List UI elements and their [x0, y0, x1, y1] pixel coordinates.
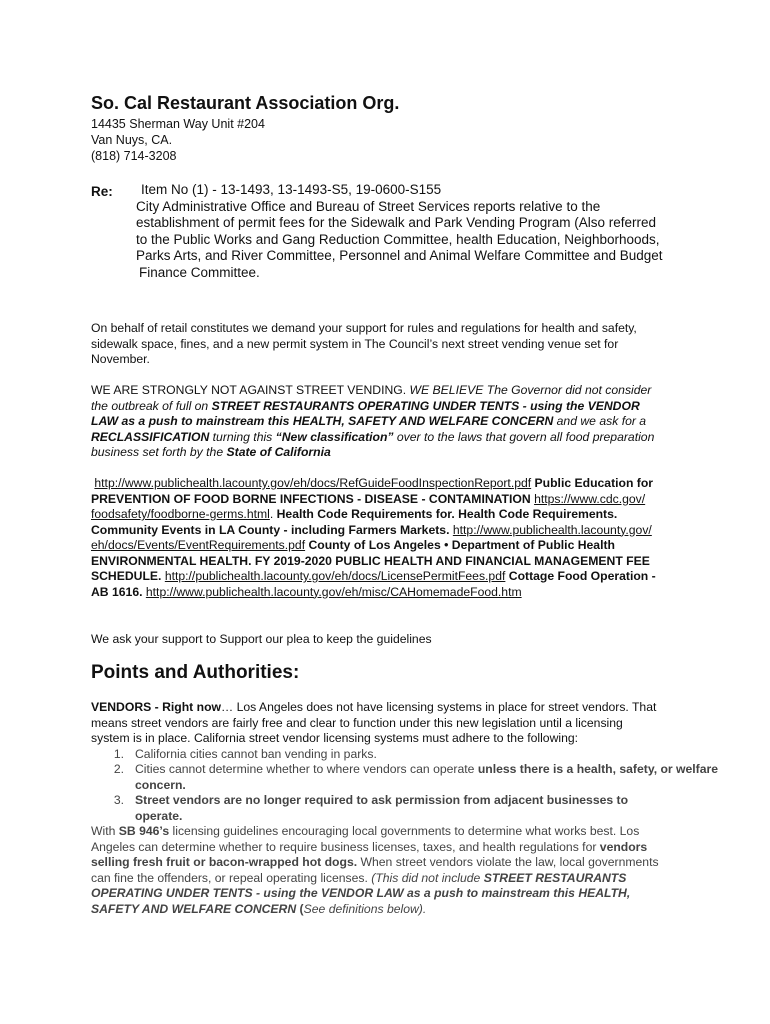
sb-text: can fine the offenders, or repeal operating licenses.: [91, 870, 372, 885]
re-line: City Administrative Office and Bureau of Street Services reports relative to the: [136, 198, 601, 214]
re-line: Finance Committee.: [139, 264, 260, 280]
statement-text: turning this: [209, 429, 276, 444]
plea-text: We ask your support to Support our plea to keep the guidelines: [91, 632, 432, 646]
reference-text: PREVENTION OF FOOD BORNE INFECTIONS - DISEASE - CONTAMINATION: [91, 491, 531, 506]
re-line: establishment of permit fees for the Sidewalk and Park Vending Program (Also referred: [136, 215, 657, 230]
list-item-continued: [91, 778, 687, 794]
sb-text: Angeles can determine whether to require business licenses, taxes, and health regulations for: [91, 839, 600, 854]
reference-text: Public Education for: [531, 476, 654, 490]
organization-name: So. Cal Restaurant Association Org.: [91, 93, 400, 113]
statement-paragraph: [91, 383, 687, 461]
list-item-emphasis: Street vendors are no longer required to ask permission from adjacent businesses to: [135, 793, 629, 807]
re-line: Item No (1) - 13-1493, 13-1493-S5, 19-0600-S155: [141, 182, 442, 197]
references-paragraph: [91, 476, 687, 600]
sb-italic: See definitions below).: [303, 901, 427, 916]
sb-text: When street vendors violate the law, local governments: [357, 855, 659, 869]
event-requirements-link-continued[interactable]: eh/docs/Events/EventRequirements.pdf: [91, 538, 306, 552]
vendors-paragraph: [91, 700, 719, 917]
list-number: 1.: [113, 746, 124, 761]
phone-number: (818) 714-3208: [91, 149, 177, 163]
re-label: Re:: [91, 184, 113, 199]
sb-emphasis: selling fresh fruit or bacon-wrapped hot dogs.: [91, 855, 358, 869]
list-item-text: Cities cannot determine whether to where vendors can operate: [135, 762, 478, 776]
intro-line: November.: [91, 352, 150, 366]
list-item-emphasis: concern.: [135, 777, 186, 792]
vendors-text: system is in place. California street vendor licensing systems must adhere to the following:: [91, 731, 579, 745]
address-city: Van Nuys, CA.: [91, 133, 173, 147]
inspection-report-link[interactable]: http://www.publichealth.lacounty.gov/eh/docs/RefGuideFoodInspectionReport.pdf: [94, 476, 532, 490]
section-heading: Points and Authorities:: [91, 662, 300, 683]
vendors-text: means street vendors are fairly free and clear to function under this new legislation until a licensing: [91, 715, 623, 730]
statement-emphasis: STREET RESTAURANTS OPERATING UNDER TENTS - using the VENDOR: [211, 398, 640, 413]
statement-emphasis: LAW as a push to mainstream this HEALTH, SAFETY AND WELFARE CONCERN: [91, 414, 554, 428]
sb-emphasis: OPERATING UNDER TENTS - using the VENDOR LAW as a push to mainstream this HEALTH,: [91, 886, 631, 900]
homemade-food-link[interactable]: http://www.publichealth.lacounty.gov/eh/misc/CAHomemadeFood.htm: [145, 584, 522, 599]
list-number: 2.: [113, 762, 124, 776]
list-item: [91, 747, 687, 763]
statement-emphasis: RECLASSIFICATION: [91, 429, 210, 444]
intro-paragraph: [91, 321, 687, 368]
intro-line: sidewalk space, fines, and a new permit system in The Council’s next street vending venue set for: [91, 336, 619, 351]
license-fees-link[interactable]: http://publichealth.lacounty.gov/eh/docs/LicensePermitFees.pdf: [164, 569, 506, 583]
intro-line: On behalf of retail constitutes we demand your support for rules and regulations for health and safety,: [91, 321, 637, 335]
reference-text: County of Los Angeles • Department of Public Health: [305, 538, 615, 552]
re-subject: [136, 182, 696, 281]
list-item: [91, 793, 687, 809]
sb-emphasis: SAFETY AND WELFARE CONCERN: [91, 901, 297, 916]
statement-text: WE BELIEVE The Governor did not consider: [409, 383, 652, 397]
reference-text: Community Events in LA County - including Farmers Markets.: [91, 522, 450, 537]
list-item-text: California cities cannot ban vending in parks.: [135, 746, 377, 761]
reference-text: Health Code Requirements for. Health Code Requirements.: [276, 507, 618, 521]
statement-emphasis: “New classification”: [275, 429, 394, 444]
reference-text: .: [269, 507, 277, 521]
statement-text: the outbreak of full on: [91, 398, 212, 413]
vendors-text: … Los Angeles does not have licensing systems in place for street vendors. That: [221, 700, 657, 714]
sb-text: (: [296, 901, 304, 916]
sb-text: With: [91, 824, 119, 838]
organization-address: [91, 116, 265, 164]
list-number: 3.: [113, 793, 124, 807]
reference-text: Cottage Food Operation -: [505, 569, 656, 583]
re-line: to the Public Works and Gang Reduction Committee, health Education, Neighborhoods,: [136, 231, 660, 247]
sb-emphasis: vendors: [599, 839, 648, 854]
sb-text: licensing guidelines encouraging local governments to determine what works best. Los: [169, 824, 640, 838]
plea-paragraph: [91, 632, 687, 648]
statement-text: and we ask for a: [553, 414, 647, 428]
reference-text: SCHEDULE.: [91, 569, 162, 583]
list-item-emphasis: operate.: [135, 808, 183, 823]
re-line: Parks Arts, and River Committee, Personnel and Animal Welfare Committee and Budget: [136, 248, 663, 263]
statement-text: WE ARE STRONGLY NOT AGAINST STREET VENDING.: [91, 383, 410, 397]
sb-italic: (This did not include: [371, 870, 484, 885]
sb-bill: SB 946’s: [118, 824, 170, 838]
list-item-emphasis: unless there is a health, safety, or welfare: [477, 762, 719, 776]
event-requirements-link[interactable]: http://www.publichealth.lacounty.gov/: [452, 522, 652, 537]
sb-emphasis: STREET RESTAURANTS: [483, 870, 627, 885]
reference-text: ENVIRONMENTAL HEALTH. FY 2019-2020 PUBLIC HEALTH AND FINANCIAL MANAGEMENT FEE: [91, 553, 650, 568]
vendors-heading: VENDORS - Right now: [91, 700, 221, 714]
address-street: 14435 Sherman Way Unit #204: [91, 117, 265, 131]
cdc-link-continued[interactable]: foodsafety/foodborne-germs.html: [91, 507, 270, 521]
cdc-link[interactable]: https://www.cdc.gov/: [534, 491, 646, 506]
statement-text: over to the laws that govern all food preparation: [393, 429, 655, 444]
reference-text: AB 1616.: [91, 584, 143, 599]
statement-text: business set forth by the: [91, 445, 227, 459]
list-item-continued: [91, 809, 687, 825]
list-item: [91, 762, 719, 778]
statement-emphasis: State of California: [226, 445, 331, 459]
